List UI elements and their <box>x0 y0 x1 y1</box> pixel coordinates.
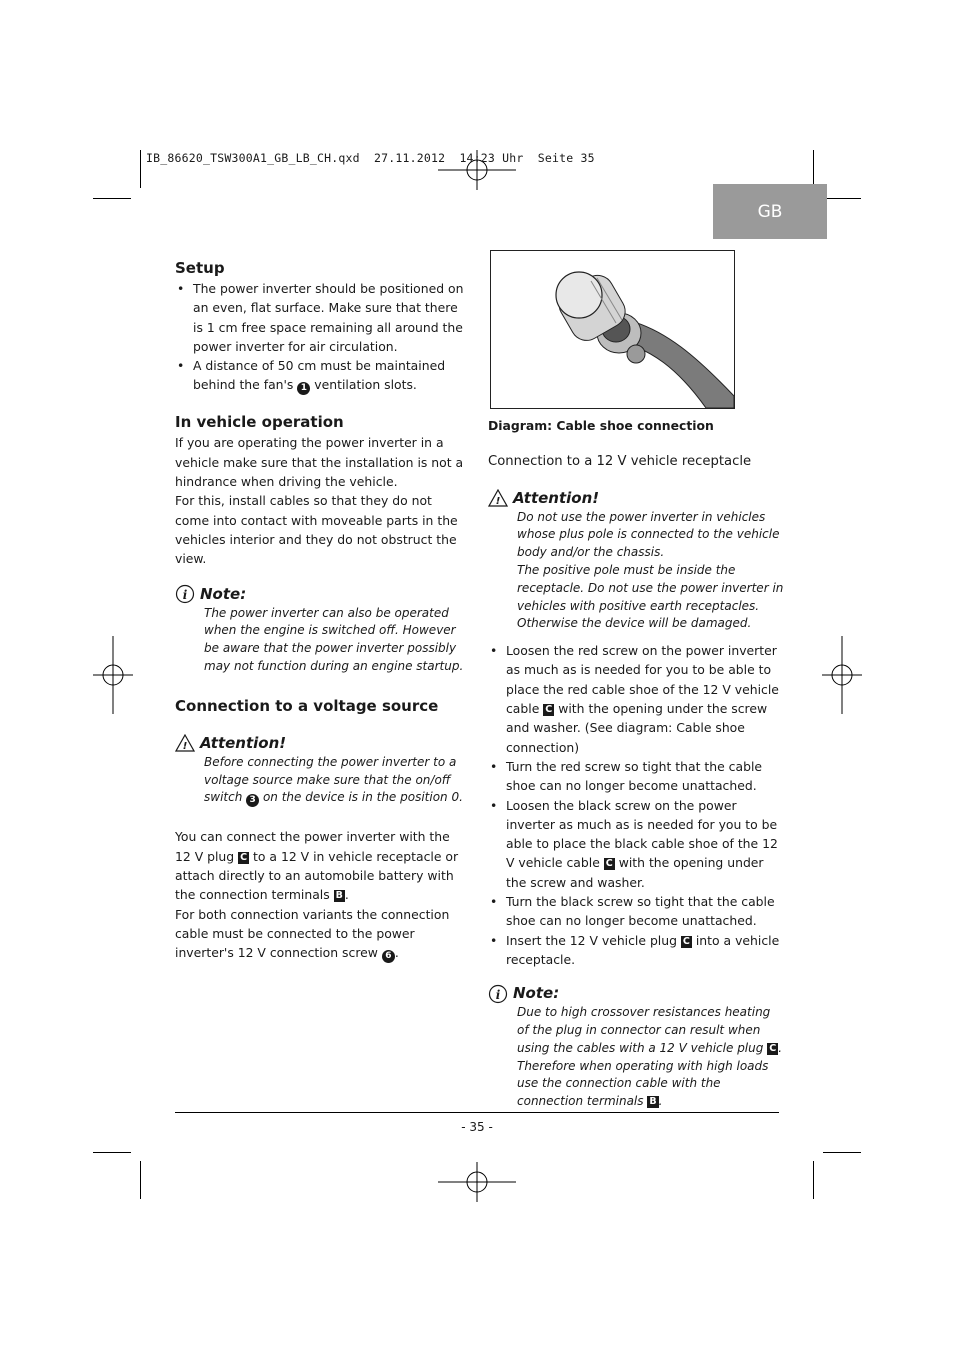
crop-mark <box>813 150 814 188</box>
paragraph: For this, install cables so that they do not come into contact with moveable parts in the vehicles interior and they do not obstruct the view. <box>175 493 458 567</box>
attention-heading <box>175 733 467 754</box>
right-column <box>488 250 784 1111</box>
attention-label: Attention! <box>200 733 287 752</box>
language-tab: GB <box>713 184 827 239</box>
list-item <box>488 931 784 970</box>
attention-label: Attention! <box>513 488 600 507</box>
list-item-text: into a vehicle receptacle. <box>506 932 780 967</box>
attention-text: The positive pole must be inside the receptacle. Do not use the power inverter in vehicles with positive earth receptacles. Otherwise the device will be damaged. <box>517 562 784 631</box>
registration-mark <box>438 1162 516 1202</box>
list-item <box>488 892 784 931</box>
receptacle-heading: Connection to a 12 V vehicle receptacle <box>488 454 752 470</box>
part-number-badge: 3 <box>246 794 259 807</box>
part-letter-badge: C <box>545 704 553 716</box>
part-letter-badge: C <box>605 858 613 870</box>
part-letter-badge: C <box>682 935 690 947</box>
voltage-heading: Connection to a voltage source <box>175 696 439 715</box>
crop-mark <box>813 1161 814 1199</box>
svg-text:!: ! <box>495 496 501 508</box>
part-letter-badge: B <box>335 890 343 902</box>
left-column <box>175 258 467 963</box>
part-number-badge: 6 <box>382 950 395 963</box>
footer-rule <box>175 1112 779 1113</box>
attention-text <box>175 754 467 808</box>
crop-mark <box>140 1161 141 1199</box>
list-item-text: Insert the 12 V vehicle plug <box>506 932 677 948</box>
list-item-text: with the opening under the screw and washer. (See diagram: Cable shoe connection) <box>506 701 768 755</box>
cable-shoe-figure <box>490 250 735 409</box>
cable-shoe-illustration <box>491 251 734 408</box>
text-part: For both connection variants the connection cable must be connected to the power inverter's 12 V connection screw <box>175 906 450 961</box>
crop-mark <box>93 1152 131 1153</box>
info-icon <box>175 584 195 604</box>
note-label: Note: <box>200 584 247 603</box>
note-text-part: Due to high crossover resistances heating of the plug in connector can result when using the cables with a 12 V vehicle plug <box>517 1005 771 1055</box>
note-text-part: . Therefore when operating with high loads use the connection cable with the connection terminals <box>517 1040 783 1109</box>
figure-caption: Diagram: Cable shoe connection <box>488 418 714 433</box>
list-item-text: Loosen the red screw on the power inverter as much as is needed for you to be able to place the red cable shoe of the 12 V vehicle cable <box>506 643 779 717</box>
registration-mark <box>93 636 133 714</box>
paragraph: You can connect the power inverter with the 12 V plug C to a 12 V in vehicle receptacle or attach directly to an automobile battery with the connection terminals B . <box>175 829 459 903</box>
list-item <box>488 796 784 892</box>
crop-mark <box>93 198 131 199</box>
note-text <box>488 1004 784 1111</box>
list-item-text: Turn the black screw so tight that the cable shoe can no longer become unattached. <box>506 894 775 929</box>
crop-mark <box>140 150 141 188</box>
note-text: The power inverter can also be operated when the engine is switched off. However be aware that the power inverter possibly may not function during an engine startup. <box>204 605 464 673</box>
list-item-text: A distance of 50 cm must be maintained behind the fan's <box>193 358 446 393</box>
svg-text:i: i <box>182 588 188 603</box>
list-item <box>488 757 784 796</box>
list-item-text: Turn the red screw so tight that the cable shoe can no longer become unattached. <box>506 758 763 794</box>
attention-text-part: on the device is in the position 0. <box>262 790 463 805</box>
setup-list <box>175 279 467 395</box>
paragraph: For both connection variants the connection cable must be connected to the power inverter's 12 V connection screw 6 . <box>175 906 450 962</box>
list-item <box>488 641 784 757</box>
list-item-text: ventilation slots. <box>314 377 417 393</box>
list-item-text: Loosen the black screw on the power inverter as much as is needed for you to be able to place the black cable shoe of the 12 V vehicle cable <box>506 797 778 871</box>
attention-heading <box>488 488 784 509</box>
text-part: You can connect the power inverter with the 12 V plug <box>175 829 450 864</box>
list-item <box>175 279 467 356</box>
paragraph: If you are operating the power inverter in a vehicle make sure that the installation is not a hindrance when driving the vehicle. <box>175 435 464 490</box>
crop-mark <box>823 1152 861 1153</box>
info-icon <box>488 984 508 1004</box>
part-letter-badge: C <box>769 1042 777 1054</box>
vehicle-heading: In vehicle operation <box>175 413 344 432</box>
print-header: IB_86620_TSW300A1_GB_LB_CH.qxd 27.11.2012 14:23 Uhr Seite 35 <box>146 151 595 165</box>
part-letter-badge: C <box>240 851 248 863</box>
warning-icon <box>175 734 195 752</box>
registration-mark <box>822 636 862 714</box>
page-number: - 35 - <box>461 1120 493 1134</box>
attention-text-part: Before connecting the power inverter to a voltage source make sure that the on/off switch <box>204 754 457 805</box>
list-item-text: The power inverter should be positioned on an even, flat surface. Make sure that there is 1 cm free space remaining all around the power inverter for air circulation. <box>193 281 464 354</box>
list-item-text: with the opening under the screw and washer. <box>506 855 764 890</box>
note-label: Note: <box>513 984 560 1003</box>
note-heading <box>488 983 784 1004</box>
crop-mark <box>823 198 861 199</box>
warning-icon <box>488 489 508 507</box>
note-text-part: . <box>658 1094 663 1109</box>
part-number-badge: 1 <box>297 382 310 395</box>
list-item <box>175 356 467 395</box>
attention-text: Do not use the power inverter in vehicles whose plus pole is connected to the vehicle body and/or the chassis. <box>517 509 780 560</box>
svg-text:!: ! <box>182 741 188 753</box>
text-part: to a 12 V in vehicle receptacle or attach directly to an automobile battery with the connection terminals <box>175 848 459 903</box>
setup-heading: Setup <box>175 259 225 277</box>
part-letter-badge: B <box>649 1096 657 1108</box>
steps-list <box>488 641 784 969</box>
svg-text:i: i <box>495 987 501 1002</box>
note-heading <box>175 584 467 605</box>
